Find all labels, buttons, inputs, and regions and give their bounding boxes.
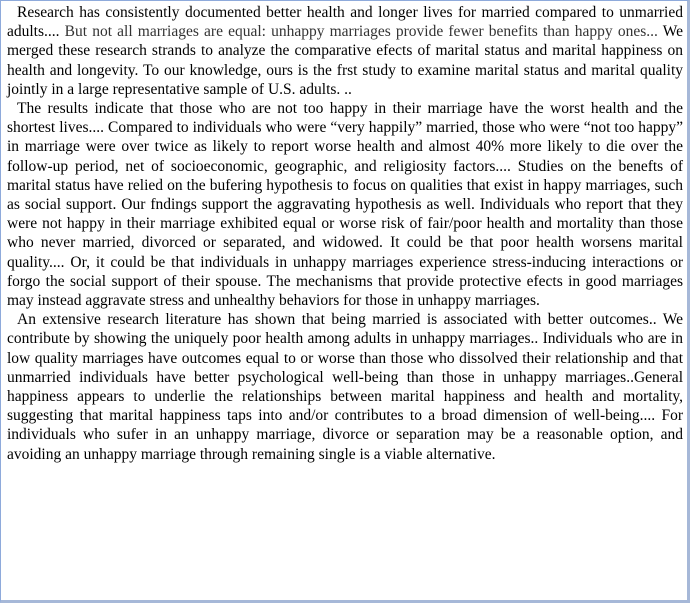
paragraph-1-emphasis: But not all marriages are equal: unhappy marriages provide fewer benefits than happy ones... (64, 23, 658, 41)
document-text (7, 3, 683, 464)
paragraph-1-rest: We merged these research strands to analyze the comparative efects of marital status and marital happiness on health and longevity. To our knowledge, ours is the frst study to examine marital status and marital quality jointly in a large representative sample of U.S. adults. .. (7, 23, 683, 98)
paragraph-1 (7, 3, 683, 99)
paragraph-3: An extensive research literature has shown that being married is associated with better outcomes.. We contribute by showing the uniquely poor health among adults in unhappy marriages.. Individuals who are in low quality marriages have outcomes equal to or worse than those who dissolved their relationship and that unmarried individuals have better psychological well-being than those in unhappy marriages..General happiness appears to underlie the relationships between marital happiness and health and mortality, suggesting that marital happiness taps into and/or contributes to a broad dimension of well-being.... For individuals who sufer in an unhappy marriage, divorce or separation may be a reasonable option, and avoiding an unhappy marriage through remaining single is a viable alternative. (7, 311, 683, 463)
paragraph-2: The results indicate that those who are not too happy in their marriage have the worst health and the shortest lives.... Compared to individuals who were “very happily” married, those who were “not too happy” in marriage were over twice as likely to report worse health and almost 40% more likely to die over the follow-up period, net of socioeconomic, geographic, and religiosity factors.... Studies on the benefts of marital status have relied on the bufering hypothesis to focus on qualities that exist in happy marriages, such as social support. Our fndings support the aggravating hypothesis as well. Individuals who report that they were not happy in their marriage exhibited equal or worse risk of fair/poor health and mortality than those who never married, divorced or separated, and widowed. It could be that poor health worsens marital quality.... Or, it could be that individuals in unhappy marriages experience stress-inducing interactions or forgo the social support of their spouse. The mechanisms that provide protective efects in good marriages may instead aggravate stress and unhealthy behaviors for those in unhappy marriages. (7, 100, 683, 310)
paragraph-1-lead: Research has consistently documented better health and longer lives for married compared to unmarried adults.... (7, 4, 683, 41)
